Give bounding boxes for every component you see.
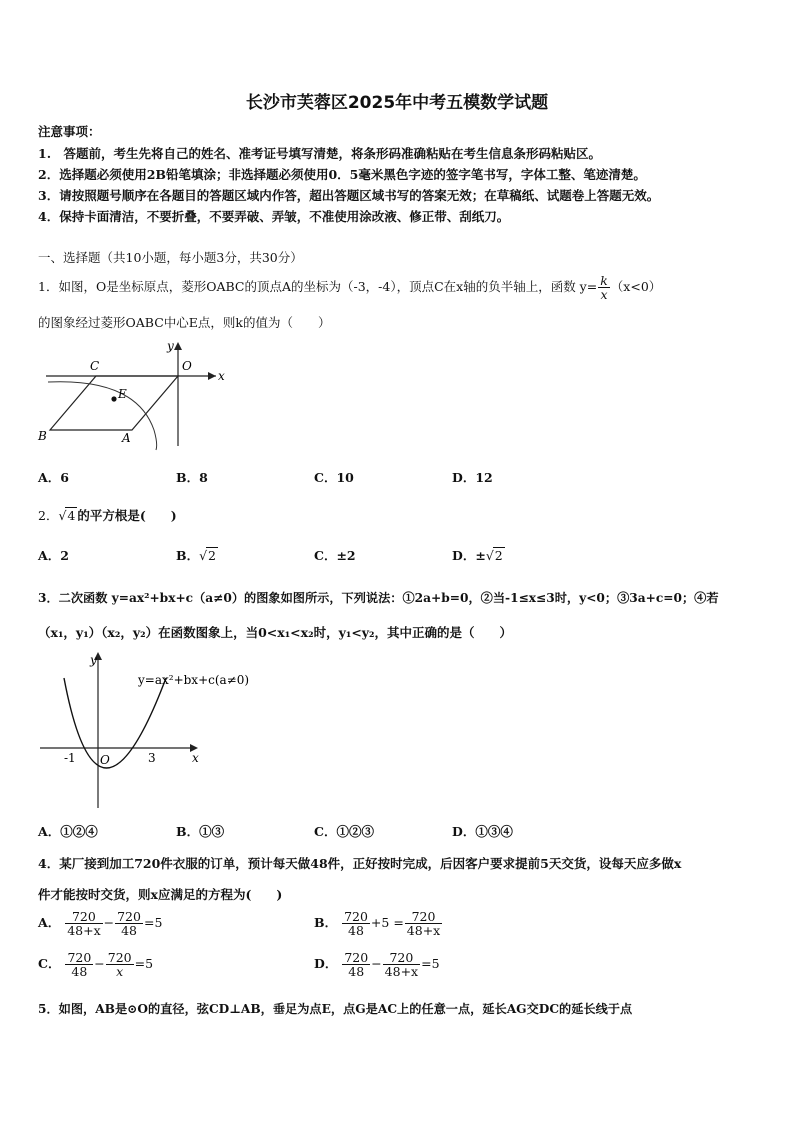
q2-option-a: A．2 <box>38 548 69 563</box>
q3-label-neg1: -1 <box>64 751 76 765</box>
q4-option-c-d1: 48 <box>71 964 88 980</box>
q1-frac-num: k <box>600 273 608 288</box>
q4-stem-line1: 4．某厂接到加工720件衣服的订单，预计每天做48件，正好按时完成，后因客户要求提前5天交货，设每天应多做x <box>38 856 682 871</box>
q2-stem <box>38 506 177 524</box>
q3-label-3: 3 <box>148 751 156 765</box>
q1-hyperbola <box>48 382 157 450</box>
q4-option-d-rhs: =5 <box>421 956 440 972</box>
q4-option-b-frac1 <box>342 910 370 937</box>
q4-option-b <box>314 910 443 937</box>
q4-option-c-n1: 720 <box>67 950 92 965</box>
q1-frac-den: x <box>600 287 608 303</box>
q1-option-a: A．6 <box>38 470 69 485</box>
q4-option-d <box>314 951 440 978</box>
q1-stem-line2: 的图象经过菱形OABC中心E点，则k的值为（ ） <box>38 315 331 330</box>
q4-option-d-op: − <box>371 956 382 972</box>
q4-option-b-n1: 720 <box>344 909 368 924</box>
q1-stem-line1 <box>38 274 661 301</box>
q1-point-e <box>111 396 116 401</box>
q1-y-arrow <box>174 342 182 350</box>
q4-option-a-op: − <box>103 915 115 931</box>
q3-option-b: B．①③ <box>176 824 225 839</box>
q3-parabola-figure <box>36 648 256 812</box>
q2-prefix: 2． <box>38 508 59 523</box>
notice-item-3: 3．请按照题号顺序在各题目的答题区域内作答，超出答题区域书写的答案无效；在草稿纸、试题卷上答题无效。 <box>38 188 660 203</box>
notice-heading: 注意事项： <box>38 124 101 139</box>
q3-option-a: A．①②④ <box>38 824 98 839</box>
q3-stem-line1: 3．二次函数 y=ax²+bx+c（a≠0）的图象如图所示，下列说法：①2a+b=0，②当-1≤x≤3时，y<0；③3a+c=0；④若 <box>38 591 719 605</box>
q2-sqrt-sign: √ <box>58 508 67 523</box>
q2-option-d <box>452 546 505 564</box>
q4-option-c-rhs: =5 <box>134 956 154 972</box>
q1-option-c: C．10 <box>314 470 354 485</box>
q4-option-b-n2: 720 <box>405 910 442 924</box>
q4-option-c-label: C． <box>38 956 61 972</box>
page-title: 长沙市芙蓉区2025年中考五模数学试题 <box>245 93 549 113</box>
q1-option-b: B．8 <box>176 470 208 485</box>
q3-option-d: D．①③④ <box>452 824 513 839</box>
q2-suffix: 的平方根是( ) <box>77 508 177 523</box>
q1-label-a: A <box>122 431 131 445</box>
q4-option-b-d2: 48+x <box>406 923 441 939</box>
q3-option-c: C．①②③ <box>314 824 374 839</box>
q4-option-a-d1: 48+x <box>67 923 101 939</box>
q4-option-a-n1: 720 <box>65 910 102 924</box>
q2-option-d-sqrt-sign: √ <box>485 548 494 563</box>
q4-option-a-d2: 48 <box>121 923 137 939</box>
q1-label-b: B <box>38 429 47 443</box>
notice-item-1: 1. 答题前，考生先将自己的姓名、准考证号填写清楚，将条形码准确粘贴在考生信息条形码粘贴区。 <box>38 146 602 161</box>
q1-option-d: D．12 <box>452 470 493 485</box>
q4-option-b-d1: 48 <box>348 923 364 939</box>
q3-stem-line2: （x₁，y₁）（x₂，y₂）在函数图象上，当0<x₁<x₂时，y₁<y₂，其中正确的是（ ） <box>38 625 513 640</box>
notice-item-2: 2．选择题必须使用2B铅笔填涂；非选择题必须使用0．5毫米黑色字迹的签字笔书写，字体工整、笔迹清楚。 <box>38 167 646 182</box>
q4-option-d-label: D． <box>314 956 338 972</box>
q4-option-a-rhs: =5 <box>143 915 163 931</box>
q1-x-arrow <box>208 372 216 380</box>
q2-option-c: C．±2 <box>314 548 356 563</box>
q1-rhombus <box>50 376 178 430</box>
q4-option-c-frac1 <box>65 951 93 978</box>
q4-option-a-n2: 720 <box>117 909 141 924</box>
q1-stem-text-a: 1．如图，O是坐标原点，菱形OABC的顶点A的坐标为（-3，-4），顶点C在x轴的负半轴上，函数 y= <box>38 279 598 295</box>
q4-stem-line2: 件才能按时交货，则x应满足的方程为( ) <box>38 887 283 902</box>
q4-option-c-n2: 720 <box>107 950 132 965</box>
q1-label-e: E <box>118 387 127 401</box>
q2-option-b <box>176 546 218 564</box>
q3-label-x: x <box>192 751 199 765</box>
q1-stem-text-b: （x<0） <box>610 279 662 295</box>
q4-option-a <box>38 910 162 937</box>
q3-label-o: O <box>100 753 110 767</box>
q2-option-b-sqrt-sign: √ <box>199 548 208 563</box>
q4-option-a-label: A． <box>38 915 61 931</box>
q4-option-d-n2: 720 <box>383 951 420 965</box>
q3-label-y: y <box>90 653 97 667</box>
q2-option-b-radicand: 2 <box>208 548 216 563</box>
q5-stem-line1: 5．如图，AB是⊙O的直径，弦CD⊥AB，垂足为点E，点G是AC上的任意一点，延长AG交DC的延长线于点 <box>38 1002 633 1016</box>
q1-label-o: O <box>182 359 192 373</box>
q1-label-c: C <box>90 359 100 373</box>
notice-item-4: 4．保持卡面清洁，不要折叠，不要弄破、弄皱，不准使用涂改液、修正带、刮纸刀。 <box>38 209 510 224</box>
q2-radicand: 4 <box>67 508 76 523</box>
q4-option-a-frac1 <box>65 910 102 937</box>
q4-option-c-frac2 <box>106 951 134 978</box>
q1-fraction <box>598 274 610 301</box>
q4-option-d-d2: 48+x <box>384 964 419 980</box>
q4-option-c-d2: x <box>116 964 124 980</box>
q4-option-b-op: +5 = <box>370 915 404 931</box>
q4-option-d-n1: 720 <box>344 950 369 965</box>
q1-rhombus-figure <box>36 338 236 454</box>
q2-option-d-label: D．± <box>452 548 486 563</box>
q2-option-b-label: B． <box>176 548 200 563</box>
q4-option-d-d1: 48 <box>348 964 365 980</box>
section-heading: 一、选择题（共10小题，每小题3分，共30分） <box>38 250 303 265</box>
q3-equation-label: y=ax²+bx+c(a≠0) <box>138 673 250 687</box>
q4-option-d-frac1 <box>342 951 370 978</box>
q4-option-c-op: − <box>94 956 105 972</box>
q4-option-b-frac2 <box>405 910 442 937</box>
q1-label-x: x <box>218 369 225 383</box>
q4-option-a-frac2 <box>115 910 143 937</box>
q4-option-c <box>38 951 153 978</box>
q4-option-d-frac2 <box>383 951 420 978</box>
q4-option-b-label: B． <box>314 915 338 931</box>
q1-label-y: y <box>167 339 174 353</box>
q2-option-d-radicand: 2 <box>494 548 503 563</box>
